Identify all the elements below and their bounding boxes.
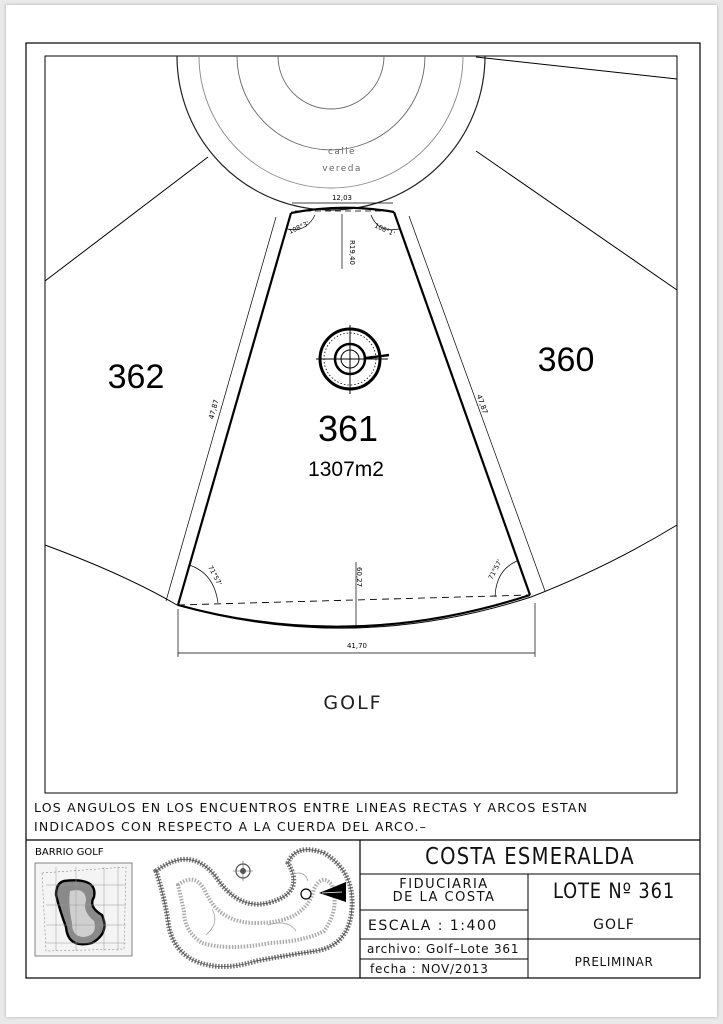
- project-name: COSTA ESMERALDA: [425, 844, 635, 870]
- date-label: fecha : NOV/2013: [370, 962, 489, 976]
- back-chord: [178, 595, 530, 605]
- plan-sheet: [6, 5, 717, 1017]
- golf-label: GOLF: [323, 692, 383, 714]
- right-side-dimension-line: [409, 216, 545, 591]
- left-side-dimension-text: 47,87: [207, 398, 221, 421]
- angle-note-line-1: LOS ANGULOS EN LOS ENCUENTROS ENTRE LINEAS RECTAS Y ARCOS ESTAN: [34, 800, 589, 815]
- key-map-label: BARRIO GOLF: [35, 847, 104, 858]
- company-name-line-1: FIDUCIARIA: [399, 877, 489, 892]
- right-side-dimension-text: 47,87: [474, 393, 490, 416]
- survey-marker-icon: [316, 325, 389, 394]
- roundabout: [177, 56, 485, 210]
- outer-frame: [26, 43, 700, 978]
- depth-text: 60,27: [355, 567, 363, 588]
- boundary-lot-362: [45, 157, 208, 281]
- front-left-angle-text: 108°3': [287, 219, 311, 236]
- front-dimension-text: 12,03: [331, 194, 353, 202]
- scale-label: ESCALA : 1:400: [368, 918, 498, 934]
- back-right-angle-text: 71°57': [486, 558, 504, 581]
- golf-neighborhood-map: [156, 850, 352, 967]
- status-label: PRELIMINAR: [574, 955, 654, 969]
- roundabout-inner-circle: [278, 56, 384, 109]
- front-right-angle-text: 108°1': [373, 221, 397, 238]
- street-label-vereda: vereda: [322, 164, 362, 174]
- lot-number-362: 362: [107, 358, 165, 396]
- street-label-calle: calle: [327, 147, 357, 157]
- back-left-angle-text: 71°57': [206, 564, 224, 588]
- back-dimension-text: 41,70: [346, 642, 368, 650]
- boundary-top-right: [476, 57, 677, 79]
- key-map: [35, 863, 132, 956]
- company-name-line-2: DE LA COSTA: [392, 890, 496, 905]
- lot-title: LOTE Nº 361: [552, 879, 676, 903]
- angle-note-line-2: INDICADOS CON RESPECTO A LA CUERDA DEL ARCO.–: [34, 819, 428, 834]
- zone-label: GOLF: [593, 917, 635, 933]
- file-label: archivo: Golf–Lote 361: [367, 942, 520, 956]
- lot-number-361: 361: [317, 408, 379, 449]
- roundabout-street-circle: [237, 56, 425, 150]
- lot-area: 1307m2: [308, 458, 384, 481]
- boundary-lot-360: [476, 151, 677, 290]
- left-side-dimension-line: [166, 217, 276, 601]
- company-name: [360, 878, 528, 904]
- radius-text: R19,40: [348, 240, 356, 265]
- lot-number-360: 360: [537, 341, 595, 379]
